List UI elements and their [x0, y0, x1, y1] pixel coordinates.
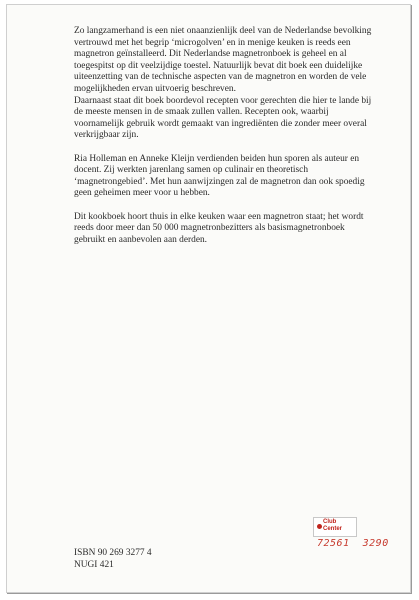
handwritten-code: 72561 3290 [317, 538, 389, 549]
isbn-block [74, 548, 152, 571]
blurb-text [74, 26, 374, 258]
price-sticker [313, 517, 357, 537]
blurb-paragraph-intro: Zo langzamerhand is een niet onaanzienlijk deel van de Nederlandse bevolking vertrouwd met het begrip ‘microgolven’ en in menige keuken is reeds een magnetron geïnstalleerd. Dit Nederlandse magnetronboek is geheel en al toegespitst op dit veelzijdige toestel. Natuurlijk bevat dit boek een duidelijke uiteenzetting van de technische aspecten van de magnetron en worden de vele mogelijkheden ervan uitvoerig beschreven. [74, 26, 372, 94]
blurb-paragraph-authors: Ria Holleman en Anneke Kleijn verdienden beiden hun sporen als auteur en docent. Zij werkten jarenlang samen op culinair en theoretisch ‘magnetrongebied’. Met hun aanwijzingen zal de magnetron dan ook spoedig geen geheimen meer voor u hebben. [74, 153, 365, 199]
nugi-code: NUGI 421 [74, 559, 114, 570]
sticker-logo-icon [317, 524, 322, 529]
blurb-paragraph-recipes: Daarnaast staat dit boek boordevol recepten voor gerechten die hier te lande bij de meeste mensen in de smaak zullen vallen. Recepten ook, waarbij voornamelijk gebruik wordt gemaakt van ingrediënten die zonder meer overal verkrijgbaar zijn. [74, 95, 372, 141]
sticker-logo-text: Club Center [323, 519, 343, 532]
isbn-number: ISBN 90 269 3277 4 [74, 548, 152, 558]
blurb-paragraph-closing: Dit kookboek hoort thuis in elke keuken waar een magnetron staat; het wordt reeds door meer dan 50 000 magnetronbezitters als basismagnetronboek gebruikt en aanbevolen aan derden. [74, 211, 364, 245]
